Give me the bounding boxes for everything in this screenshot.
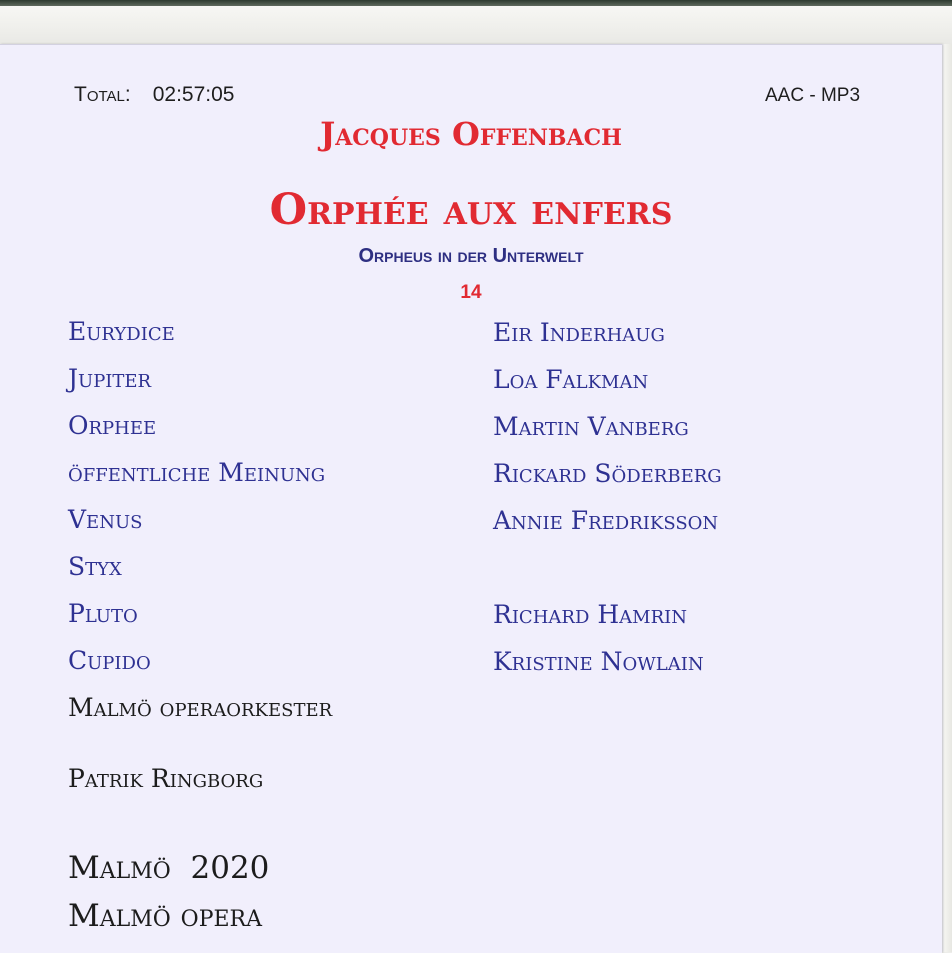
total-time: 02:57:05	[152, 83, 235, 106]
singer-eurydice: Eir Inderhaug	[493, 318, 665, 347]
role-venus: Venus	[68, 505, 143, 534]
format-label: AAC - MP3	[765, 85, 861, 106]
role-eurydice: Eurydice	[68, 317, 175, 346]
total-duration	[74, 83, 234, 107]
role-styx: Styx	[68, 552, 122, 581]
singer-public-opinion: Rickard Söderberg	[493, 459, 722, 488]
paper-edge	[0, 6, 952, 44]
singer-jupiter: Loa Falkman	[493, 365, 649, 394]
total-label: Total:	[74, 83, 131, 106]
role-public-opinion: öffentliche Meinung	[68, 458, 326, 487]
venue: Malmö opera	[68, 898, 263, 934]
role-pluto: Pluto	[68, 599, 138, 628]
role-cupido: Cupido	[68, 646, 151, 675]
role-orphee: Orphee	[68, 411, 157, 440]
singer-venus: Annie Fredriksson	[493, 506, 719, 535]
cover-sheet	[0, 44, 942, 953]
singer-orphee: Martin Vanberg	[493, 412, 689, 441]
catalog-number: 14	[460, 282, 482, 303]
conductor: Patrik Ringborg	[68, 764, 264, 793]
singer-cupido: Kristine Nowlain	[493, 647, 704, 676]
singer-pluto: Richard Hamrin	[493, 600, 687, 629]
composer-name: Jacques Offenbach	[320, 115, 622, 153]
role-jupiter: Jupiter	[68, 364, 152, 393]
opera-subtitle: Orpheus in der Unterwelt	[358, 245, 584, 267]
orchestra: Malmö operaorkester	[68, 693, 333, 722]
place-year: Malmö 2020	[68, 850, 270, 886]
opera-title: Orphée aux enfers	[269, 185, 673, 235]
